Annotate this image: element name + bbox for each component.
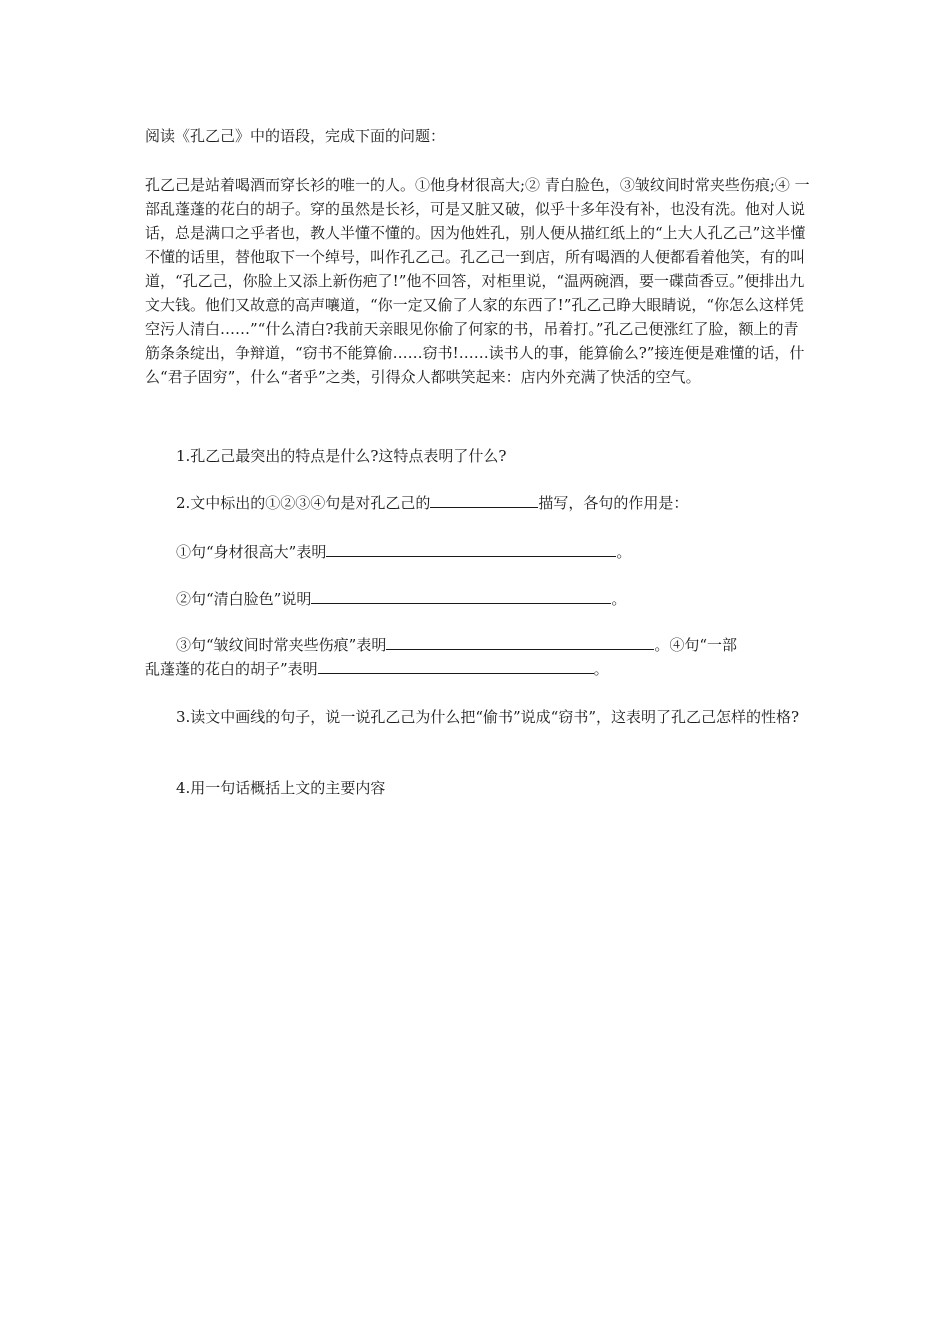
question-4: 4.用一句话概括上文的主要内容 (176, 779, 386, 797)
passage-text: 孔乙己是站着喝酒而穿长衫的唯一的人。①他身材很高大;② 青白脸色，③皱纹间时常夹些伤痕;④ 一部乱蓬蓬的花白的胡子。穿的虽然是长衫，可是又脏又破，似乎十多年没有补，也没有洗。他对人说话，总是满口之乎者也，教人半懂不懂的。因为他姓孔，别人便从描红纸上的“上大人孔乙己”这半懂不懂的话里，替他取下一个绰号，叫作孔乙己。孔乙己一到店，所有喝酒的人便都看着他笑，有的叫道，“孔乙己，你脸上又添上新伤疤了!”他不回答，对柜里说，“温两碗酒，要一碟茴香豆。”便排出九文大钱。他们又故意的高声嚷道，“你一定又偷了人家的东西了!”孔乙己睁大眼睛说，“你怎么这样凭空污人清白……”“什么清白?我前天亲眼见你偷了何家的书，吊着打。”孔乙己便涨红了脸，额上的青筋条条绽出，争辩道，“窃书不能算偷……窃书!……读书人的事，能算偷么?”接连便是难懂的话，什么“君子固穷”，什么“者乎”之类，引得众人都哄笑起来：店内外充满了快活的空气。 (145, 176, 810, 386)
answer-blank-sentence-1[interactable] (326, 540, 616, 557)
question-2-sentence-2 (176, 587, 626, 611)
period: 。 (611, 590, 627, 608)
question-2-prefix: 2.文中标出的①②③④句是对孔乙己的 (176, 494, 431, 512)
sentence-2-label: ②句“清白脸色”说明 (176, 590, 312, 608)
sentence-4-label-end: 乱蓬蓬的花白的胡子”表明 (145, 660, 318, 678)
sentence-1-label: ①句“身材很高大”表明 (176, 543, 327, 561)
sentence-3-label: ③句“皱纹间时常夹些伤痕”表明 (176, 636, 387, 654)
answer-blank-sentence-4[interactable] (318, 657, 594, 674)
question-2-sentence-3 (176, 633, 737, 657)
question-2-sentence-4 (145, 657, 609, 681)
period: 。 (616, 543, 632, 561)
answer-blank-description-type[interactable] (430, 491, 538, 508)
question-3: 3.读文中画线的句子，说一说孔乙己为什么把“偷书”说成“窃书”，这表明了孔乙己怎样的性格? (176, 708, 800, 726)
question-2 (176, 491, 688, 515)
period: 。 (593, 660, 609, 678)
question-2-suffix: 描写，各句的作用是： (538, 494, 689, 512)
answer-blank-sentence-2[interactable] (311, 587, 611, 604)
answer-blank-sentence-3[interactable] (386, 633, 654, 650)
reading-instruction: 阅读《孔乙己》中的语段，完成下面的问题： (145, 127, 446, 145)
sentence-4-label-start: 。④句“一部 (654, 636, 738, 654)
question-2-sentence-1 (176, 540, 631, 564)
question-1: 1.孔乙己最突出的特点是什么?这特点表明了什么? (176, 447, 507, 465)
